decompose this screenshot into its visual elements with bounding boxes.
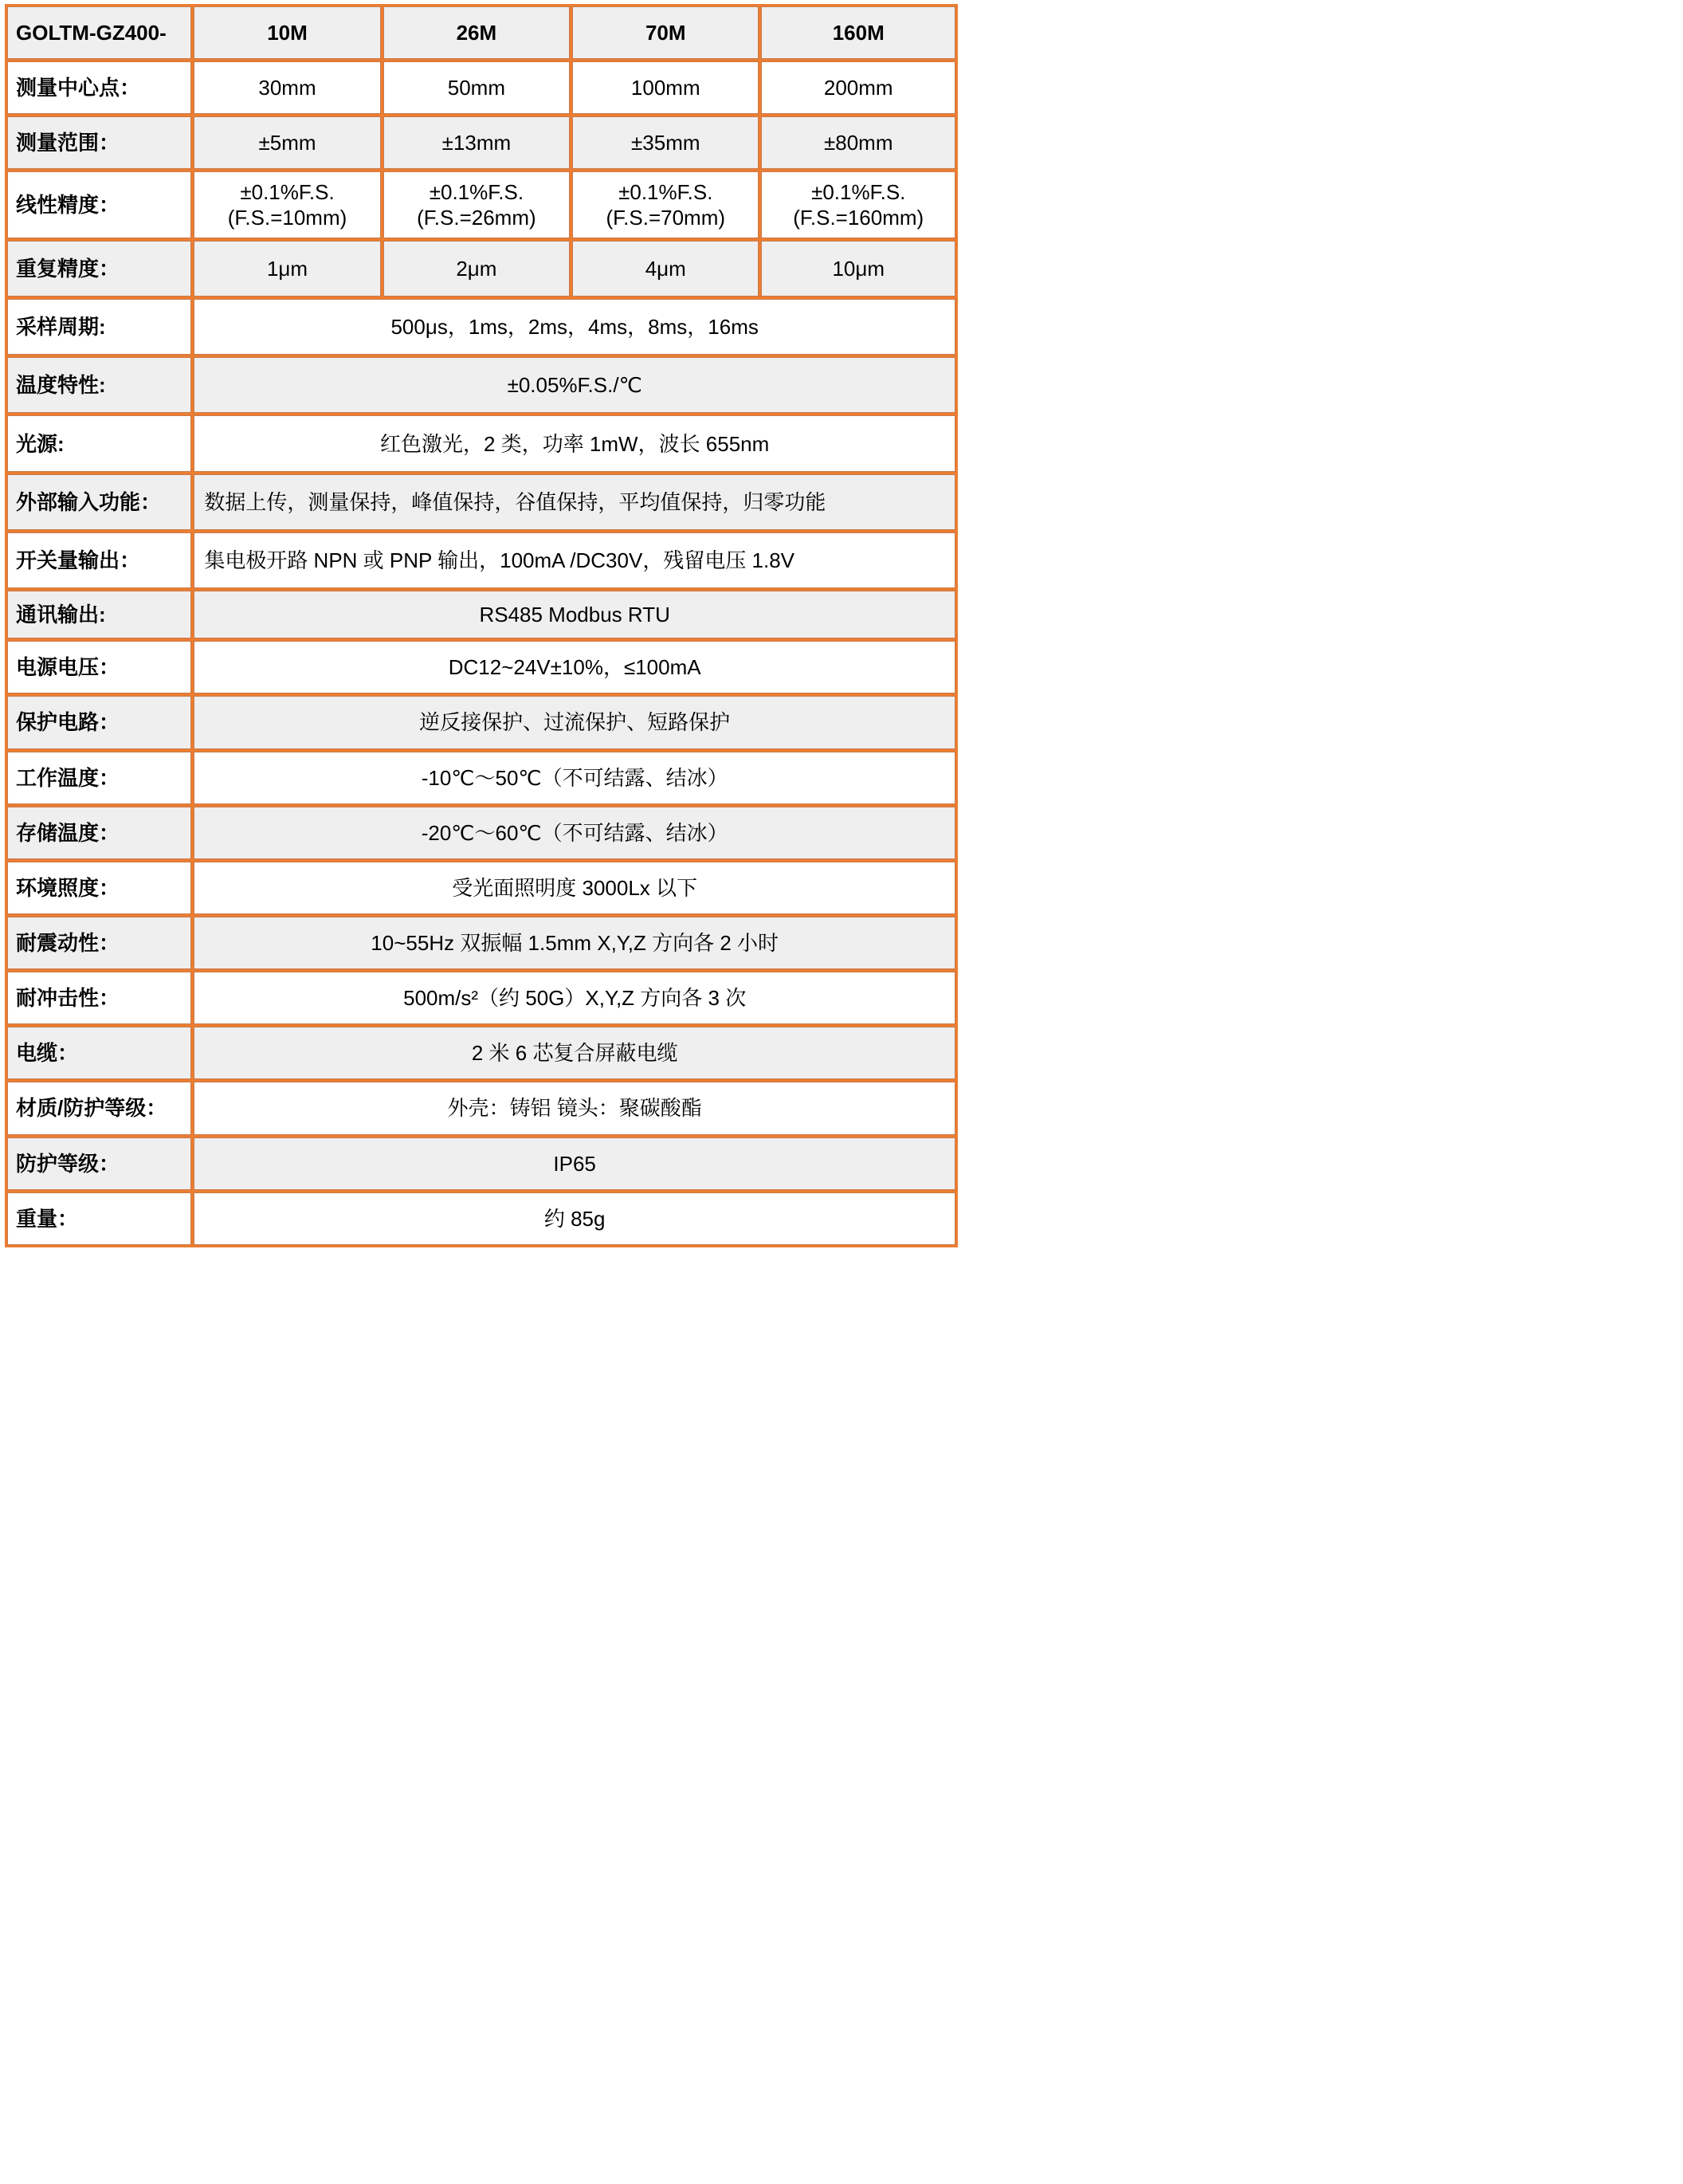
- cell-line: (F.S.=26mm): [417, 206, 536, 230]
- table-row: [7, 1192, 955, 1245]
- cell-value: 2μm: [383, 241, 570, 296]
- cell-value: -20℃～60℃（不可结露、结冰）: [194, 807, 955, 859]
- model-prefix: GOLTM-GZ400-: [7, 6, 191, 59]
- cell-value: 1μm: [194, 241, 380, 296]
- table-row: [7, 532, 955, 588]
- cell-value: ±0.05%F.S./℃: [194, 357, 955, 413]
- cell-value: 500m/s²（约 50G）X,Y,Z 方向各 3 次: [194, 972, 955, 1024]
- table-row: [7, 241, 955, 296]
- table-row: [7, 474, 955, 530]
- cell-value: 逆反接保护、过流保护、短路保护: [194, 696, 955, 748]
- table-row: [7, 752, 955, 804]
- row-label: 耐震动性：: [7, 917, 191, 969]
- row-label: 环境照度：: [7, 862, 191, 914]
- cell-value: 30mm: [194, 61, 380, 114]
- row-label: 保护电路：: [7, 696, 191, 748]
- cell-value: 500μs，1ms，2ms，4ms，8ms，16ms: [194, 299, 955, 355]
- row-label: 重复精度：: [7, 241, 191, 296]
- row-label: 线性精度：: [7, 171, 191, 238]
- cell-value: DC12~24V±10%，≤100mA: [194, 641, 955, 693]
- table-row: [7, 807, 955, 859]
- row-label: 测量中心点：: [7, 61, 191, 114]
- cell-value: 外壳：铸铝 镜头：聚碳酸酯: [194, 1082, 955, 1134]
- cell-value: ±5mm: [194, 116, 380, 169]
- table-row: [7, 1027, 955, 1079]
- cell-value: [383, 171, 570, 238]
- cell-value: 200mm: [761, 61, 955, 114]
- cell-value: RS485 Modbus RTU: [194, 591, 955, 638]
- table-header-row: [7, 6, 955, 59]
- cell-value: 100mm: [572, 61, 759, 114]
- cell-value: 50mm: [383, 61, 570, 114]
- cell-value: ±35mm: [572, 116, 759, 169]
- cell-value: -10℃～50℃（不可结露、结冰）: [194, 752, 955, 804]
- cell-value: 10~55Hz 双振幅 1.5mm X,Y,Z 方向各 2 小时: [194, 917, 955, 969]
- table-row: [7, 299, 955, 355]
- cell-value: ±13mm: [383, 116, 570, 169]
- variant-26m: 26M: [383, 6, 570, 59]
- row-label: 光源:: [7, 415, 191, 471]
- table-row: [7, 171, 955, 238]
- cell-line: ±0.1%F.S.: [240, 180, 335, 205]
- cell-line: (F.S.=70mm): [606, 206, 726, 230]
- row-label: 温度特性:: [7, 357, 191, 413]
- cell-value: [572, 171, 759, 238]
- cell-value: [194, 171, 380, 238]
- cell-value: 集电极开路 NPN 或 PNP 输出，100mA /DC30V，残留电压 1.8V: [194, 532, 955, 588]
- row-label: 存储温度：: [7, 807, 191, 859]
- cell-value: 约 85g: [194, 1192, 955, 1245]
- table-row: [7, 116, 955, 169]
- row-label: 开关量输出：: [7, 532, 191, 588]
- cell-value: 10μm: [761, 241, 955, 296]
- cell-value: 数据上传，测量保持，峰值保持，谷值保持，平均值保持，归零功能: [194, 474, 955, 530]
- cell-value: [761, 171, 955, 238]
- row-label: 工作温度：: [7, 752, 191, 804]
- row-label: 耐冲击性：: [7, 972, 191, 1024]
- row-label: 电源电压：: [7, 641, 191, 693]
- table-row: [7, 591, 955, 638]
- table-row: [7, 972, 955, 1024]
- row-label: 通讯输出:: [7, 591, 191, 638]
- cell-line: ±0.1%F.S.: [618, 180, 713, 205]
- row-label: 电缆：: [7, 1027, 191, 1079]
- table-row: [7, 61, 955, 114]
- cell-line: (F.S.=10mm): [227, 206, 347, 230]
- variant-70m: 70M: [572, 6, 759, 59]
- table-row: [7, 917, 955, 969]
- cell-line: ±0.1%F.S.: [811, 180, 906, 205]
- table-row: [7, 862, 955, 914]
- cell-line: (F.S.=160mm): [793, 206, 924, 230]
- table-row: [7, 415, 955, 471]
- variant-160m: 160M: [761, 6, 955, 59]
- row-label: 测量范围：: [7, 116, 191, 169]
- row-label: 材质/防护等级：: [7, 1082, 191, 1134]
- table-row: [7, 641, 955, 693]
- row-label: 重量：: [7, 1192, 191, 1245]
- cell-value: 2 米 6 芯复合屏蔽电缆: [194, 1027, 955, 1079]
- row-label: 防护等级：: [7, 1137, 191, 1190]
- cell-value: 4μm: [572, 241, 759, 296]
- table-row: [7, 357, 955, 413]
- cell-value: 红色激光，2 类，功率 1mW，波长 655nm: [194, 415, 955, 471]
- row-label: 外部输入功能：: [7, 474, 191, 530]
- variant-10m: 10M: [194, 6, 380, 59]
- table-row: [7, 1082, 955, 1134]
- cell-value: 受光面照明度 3000Lx 以下: [194, 862, 955, 914]
- cell-value: IP65: [194, 1137, 955, 1190]
- cell-line: ±0.1%F.S.: [429, 180, 524, 205]
- row-label: 采样周期:: [7, 299, 191, 355]
- cell-value: ±80mm: [761, 116, 955, 169]
- spec-table: [5, 4, 958, 1247]
- table-row: [7, 1137, 955, 1190]
- table-row: [7, 696, 955, 748]
